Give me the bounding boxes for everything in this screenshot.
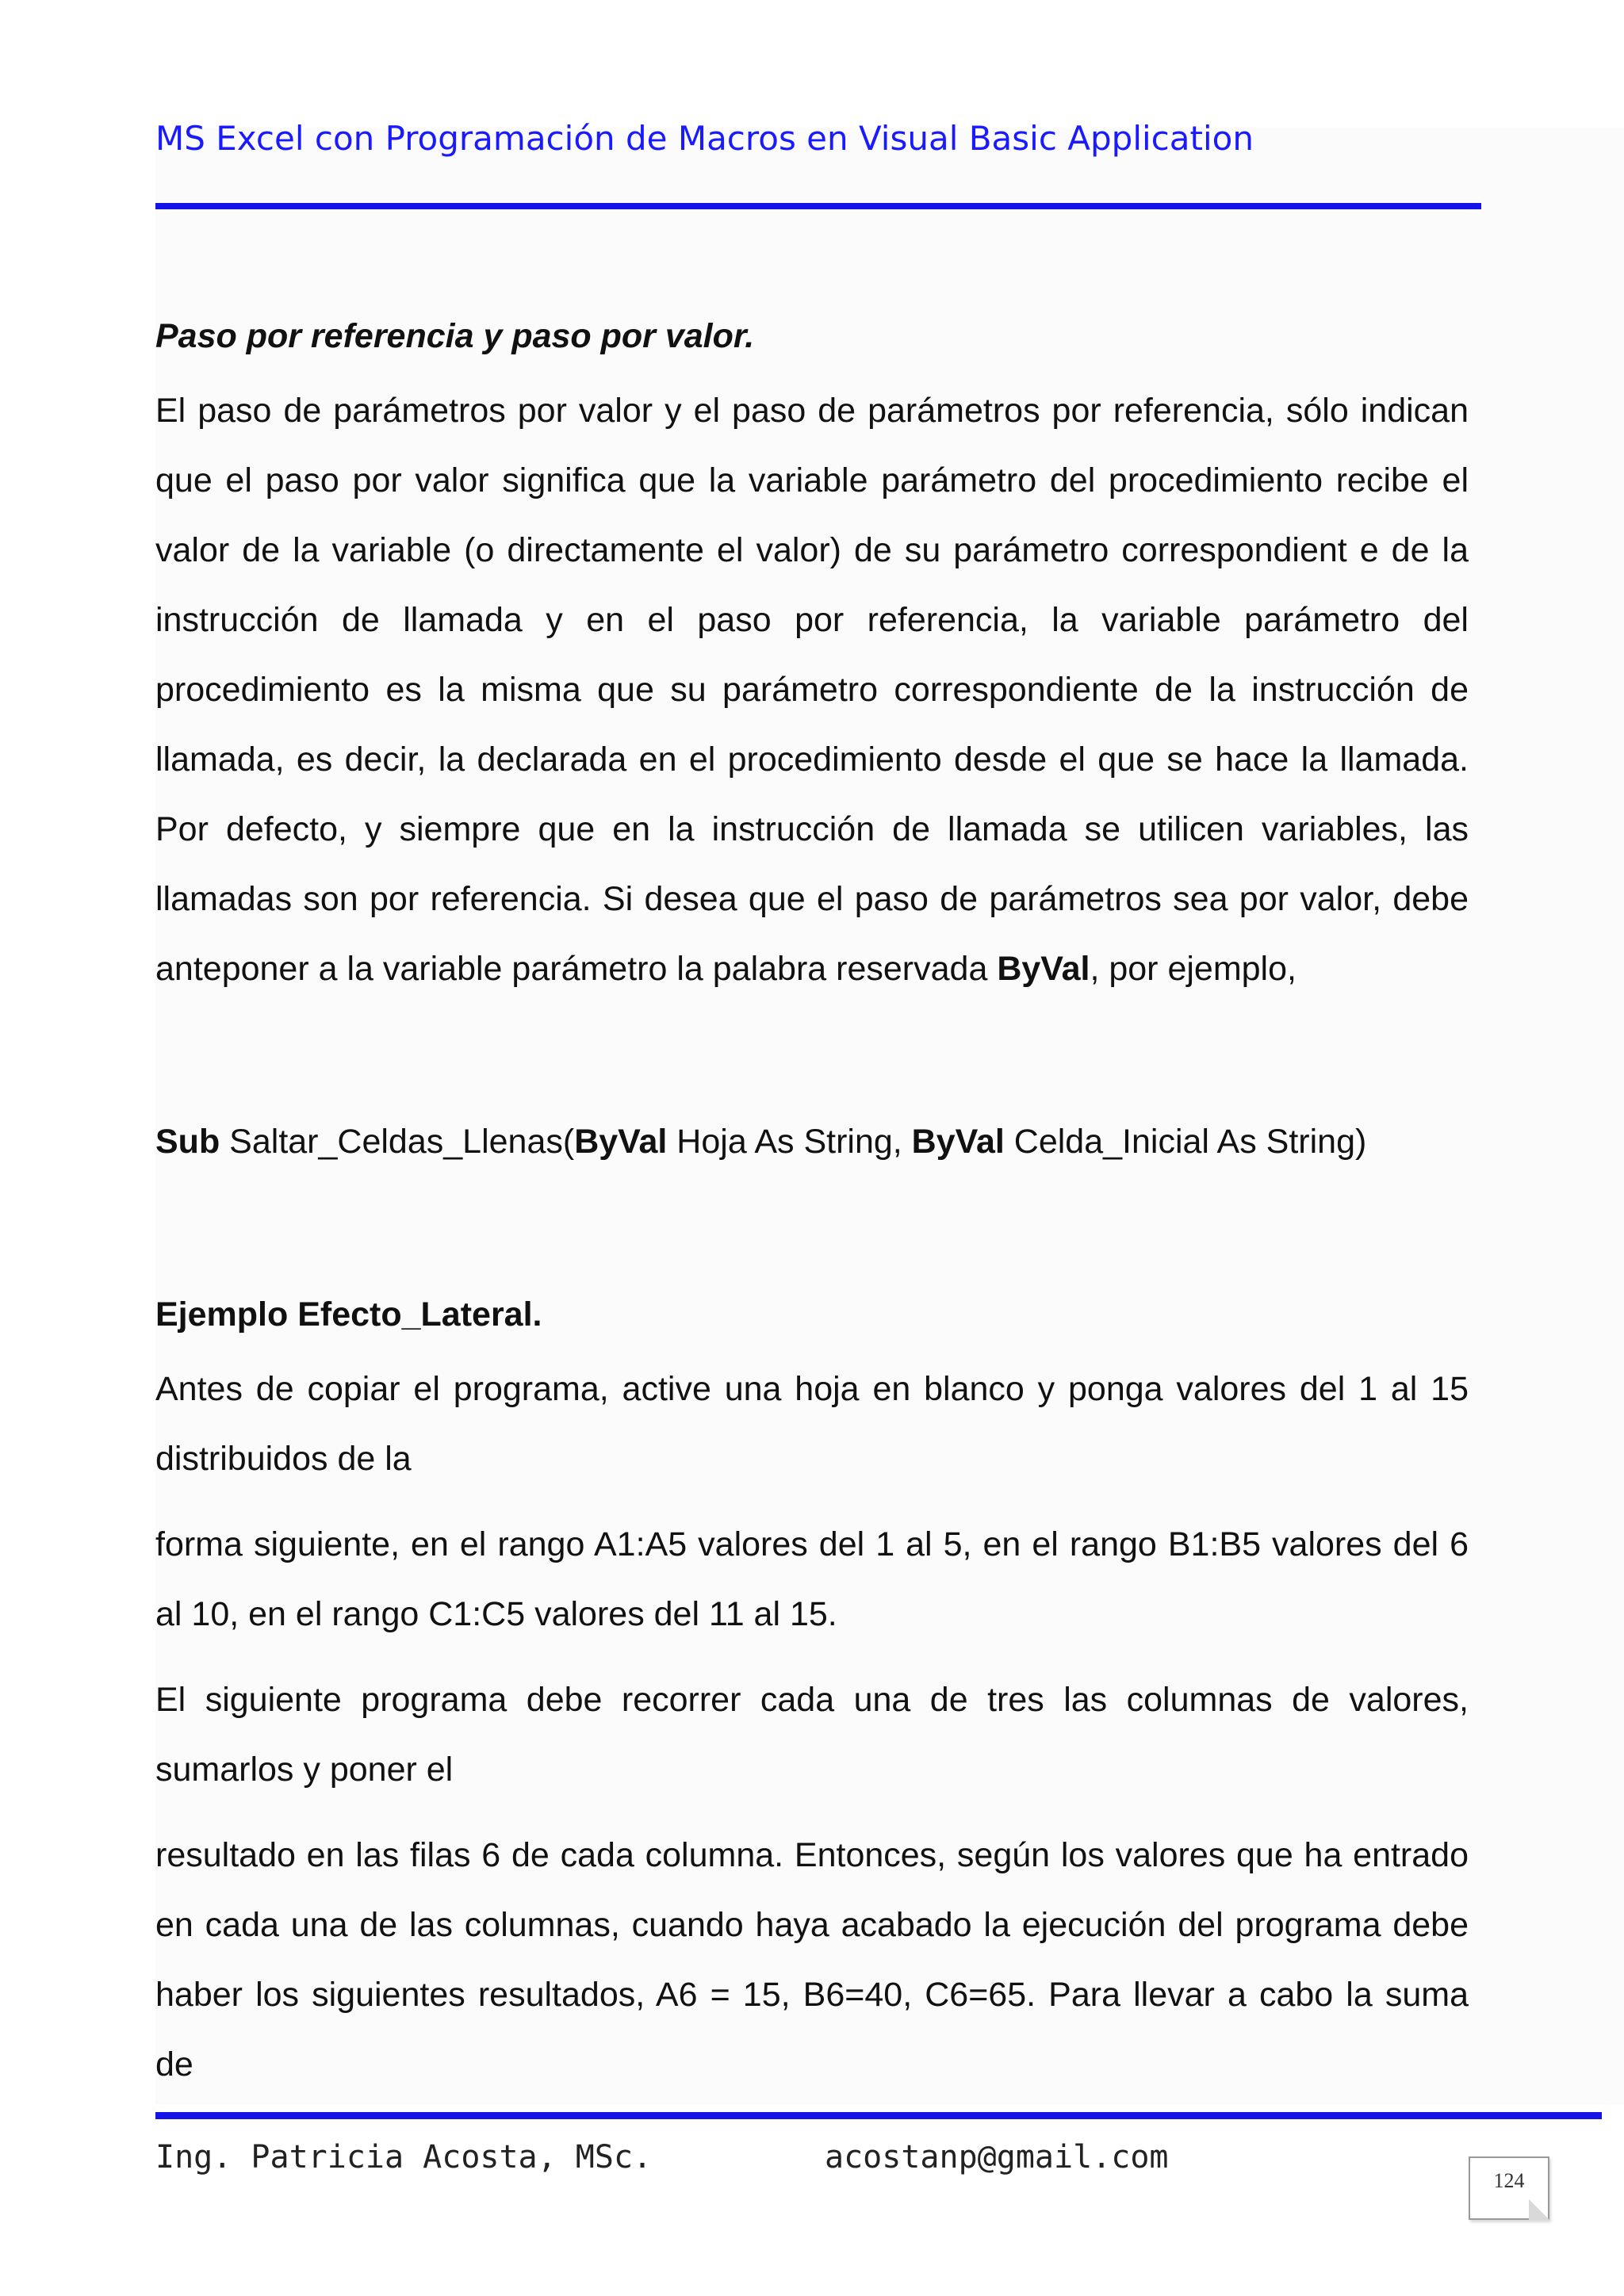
code-text: Saltar_Celdas_Llenas( (220, 1123, 575, 1161)
section-heading: Paso por referencia y paso por valor. (155, 317, 755, 355)
code-text: Hoja As String, (667, 1123, 912, 1161)
paragraph-instructions-2: forma siguiente, en el rango A1:A5 valores del 1 al 5, en el rango B1:B5 valores del 6 al 10, en el rango C1:C5 valores del 11 al 15. (155, 1525, 1469, 1633)
page-curl-icon (1529, 2199, 1549, 2220)
keyword-byval: ByVal (574, 1123, 668, 1161)
code-sub-declaration (155, 1107, 1469, 1177)
example-heading: Ejemplo Efecto_Lateral. (155, 1295, 542, 1334)
paragraph-text-end: , por ejemplo, (1090, 950, 1297, 988)
keyword-sub: Sub (155, 1123, 220, 1161)
header-divider (155, 203, 1481, 209)
keyword-byval: ByVal (911, 1123, 1005, 1161)
code-text: Celda_Inicial As String) (1004, 1123, 1367, 1161)
footer-divider (155, 2112, 1602, 2119)
running-header-title: MS Excel con Programación de Macros en Visual Basic Application (155, 119, 1254, 158)
footer-email: acostanp@gmail.com (825, 2139, 1169, 2175)
paragraph-program-description-2: resultado en las filas 6 de cada columna. Entonces, según los valores que ha entrado en cada una de las columnas, cuando haya acabado la ejecución del programa debe haber los siguientes resultados, A6 = 15, B6=40, C6=65. Para llevar a cabo la suma de (155, 1836, 1469, 2084)
paragraph-program-description-1: El siguiente programa debe recorrer cada una de tres las columnas de valores, sumarlos y poner el (155, 1681, 1469, 1789)
page-body (155, 301, 1469, 2099)
paragraph-instructions-1: Antes de copiar el programa, active una hoja en blanco y ponga valores del 1 al 15 distribuidos de la (155, 1370, 1469, 1478)
page-number-box (1469, 2156, 1549, 2220)
paragraph-text: El paso de parámetros por valor y el paso de parámetros por referencia, sólo indican que el paso por valor significa que la variable parámetro del procedimiento recibe el valor de la variable (o directamente el valor) de su parámetro correspondient e de la instrucción de llamada y en el paso por referencia, la variable parámetro del procedimiento es la misma que su parámetro correspondiente de la instrucción de llamada, es decir, la declarada en el procedimiento desde el que se hace la llamada. Por defecto, y siempre que en la instrucción de llamada se utilicen variables, las llamadas son por referencia. Si desea que el paso de parámetros sea por valor, debe anteponer a la variable parámetro la palabra reservada (155, 392, 1469, 988)
paragraph-byval-explanation (155, 376, 1469, 1004)
footer-author: Ing. Patricia Acosta, MSc. (155, 2139, 653, 2175)
keyword-byval: ByVal (997, 950, 1090, 988)
page-number: 124 (1493, 2169, 1525, 2192)
